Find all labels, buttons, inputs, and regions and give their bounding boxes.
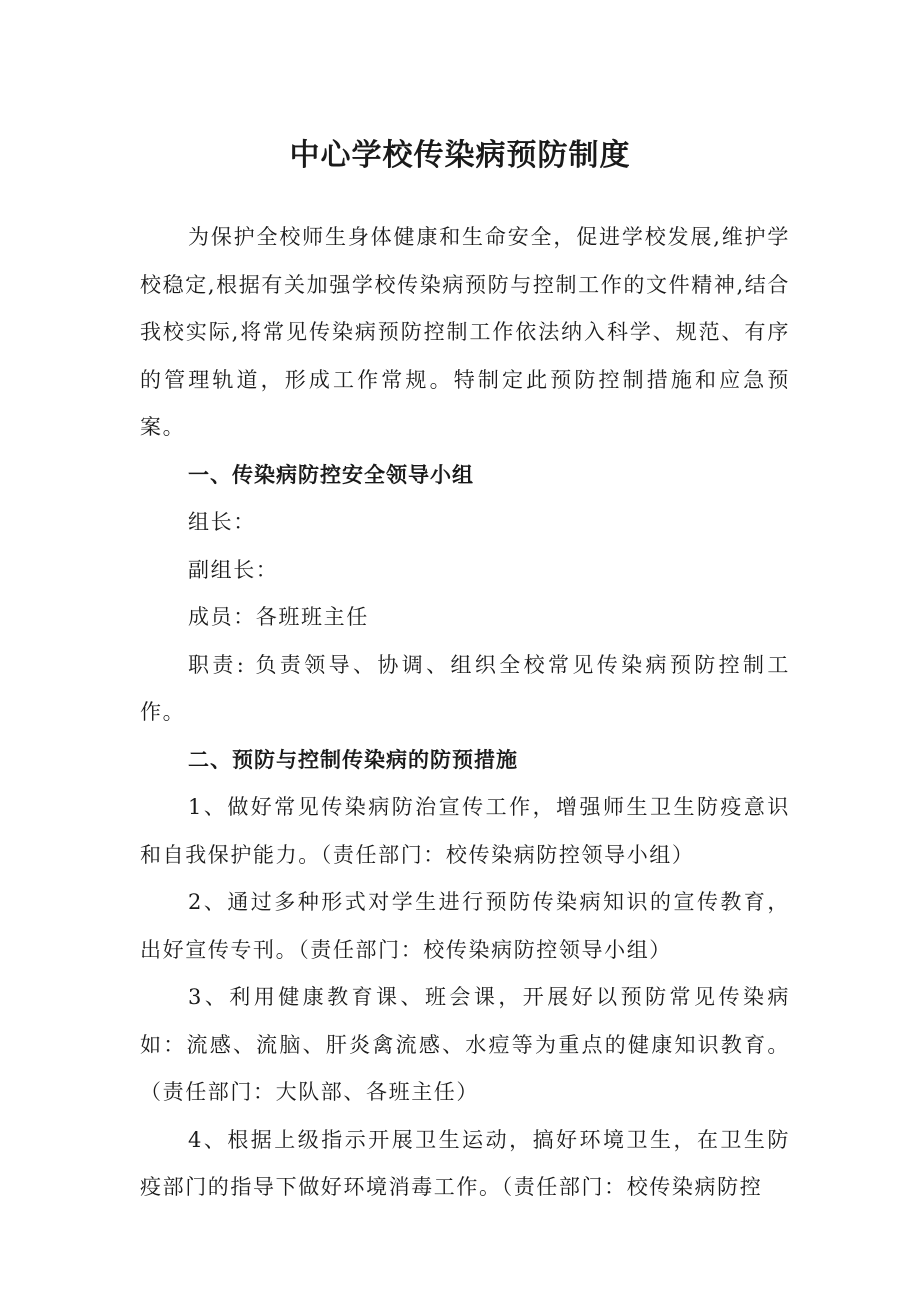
measure-item-1: 1、做好常见传染病防治宣传工作，增强师生卫生防疫意识和自我保护能力。（责任部门：校传染病防控领导小组） [140, 795, 790, 867]
measure-item-4: 4、根据上级指示开展卫生运动，搞好环境卫生，在卫生防疫部门的指导下做好环境消毒工作。（责任部门：校传染病防控 [140, 1127, 790, 1199]
duty-line: 职责: 负责领导、协调、组织全校常见传染病预防控制工作。 [140, 652, 790, 724]
section-heading-measures: 二、预防与控制传染病的防预措施 [188, 747, 518, 772]
section-heading-leadership: 一、传染病防控安全领导小组 [188, 462, 474, 487]
document-title: 中心学校传染病预防制度 [289, 138, 631, 173]
intro-paragraph: 为保护全校师生身体健康和生命安全，促进学校发展,维护学校稳定,根据有关加强学校传染病预防与控制工作的文件精神,结合我校实际,将常见传染病预防控制工作依法纳入科学、规范、有序的管理轨道，形成工作常规。特制定此预防控制措施和应急预案。 [140, 225, 790, 439]
document-body [140, 214, 790, 1212]
measure-item-2: 2、通过多种形式对学生进行预防传染病知识的宣传教育，出好宣传专刊。（责任部门：校传染病防控领导小组） [140, 890, 790, 962]
measure-item-3: 3、利用健康教育课、班会课，开展好以预防常见传染病如：流感、流脑、肝炎禽流感、水痘等为重点的健康知识教育。（责任部门：大队部、各班主任） [140, 985, 790, 1104]
deputy-leader-line: 副组长： [188, 557, 279, 582]
leader-line: 组长： [188, 510, 256, 534]
members-line: 成员：各班班主任 [188, 605, 369, 629]
